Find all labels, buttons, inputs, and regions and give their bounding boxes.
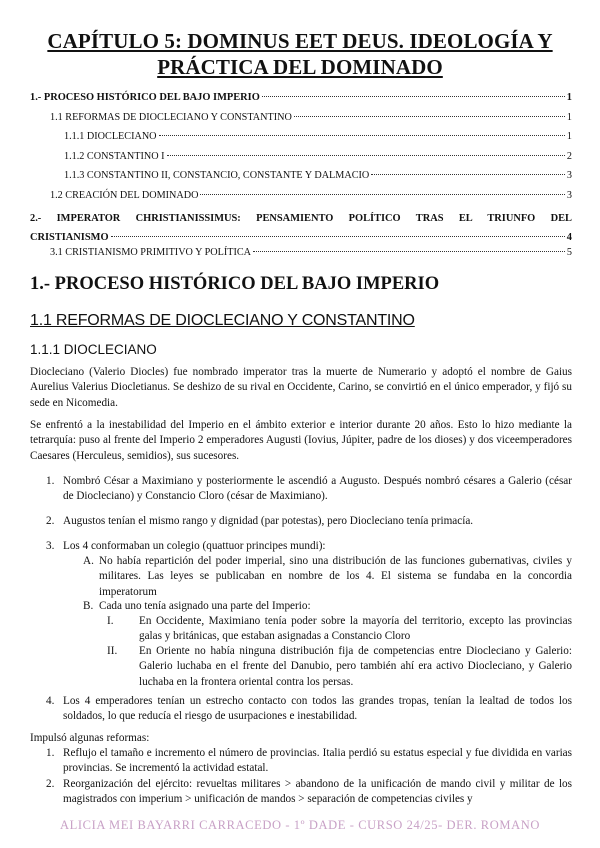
toc-page-number: 3 (566, 170, 572, 181)
toc-entry[interactable] (30, 151, 572, 171)
toc-page-number: 1 (566, 131, 572, 142)
list-letter: B. (83, 600, 94, 612)
chapter-title (20, 28, 580, 80)
toc-entry-text-cont: CRISTIANISMO (30, 232, 109, 243)
list-number: 1. (46, 475, 55, 487)
list-roman: I. (107, 615, 114, 627)
toc-leader (371, 174, 565, 175)
page-footer: ALICIA MEI BAYARRI CARRACEDO - 1º DADE - CURSO 24/25- DER. ROMANO (60, 818, 540, 832)
list-number: 2. (46, 778, 55, 790)
chapter-title-line-2: PRÁCTICA DEL DOMINADO (157, 55, 443, 79)
toc-entry-text: 1.1.1 DIOCLECIANO (64, 131, 157, 142)
toc-leader (294, 116, 565, 117)
list-subitem-text: Cada uno tenía asignado una parte del Imperio: (99, 600, 311, 612)
list-subsubitem-text: En Occidente, Maximiano tenía poder sobre la mayoría del territorio, excepto las provincias galas y británicas, que estaban asignadas a Constancio Cloro (139, 615, 572, 643)
list-subsubitem-text: En Oriente no había ninguna distribución fija de competencias entre Diocleciano y Galerio: Galerio luchaba en el frente del Danubio, pero también ahí era activo Diocleciano, y Galerio luchaba en la frontera oriental contra los persas. (139, 645, 572, 688)
toc-entry-text: 1.- PROCESO HISTÓRICO DEL BAJO IMPERIO (30, 92, 260, 103)
list-item-text: Nombró César a Maximiano y posteriormente le ascendió a Augusto. Después nombró césares a Galerio (césar de Diocleciano) y Constancio Cloro (césar de Maximiano). (63, 475, 572, 503)
list-item-text: Reorganización del ejército: revueltas militares > abandono de la unificación de mando civil y militar de los magistrados con imperium > unificación de mandos > separación de competencias civiles y (63, 778, 572, 806)
list-item-text: Los 4 emperadores tenían un estrecho contacto con todos las grandes tropas, tenían la lealtad de todos los soldados, lo que reducía el riesgo de usurpaciones e inestabilidad. (63, 695, 572, 723)
toc-entry-text: 1.1.2 CONSTANTINO I (64, 150, 165, 162)
toc-page-number: 1 (566, 92, 572, 103)
toc-entry[interactable] (30, 190, 572, 210)
toc-page-number: 4 (566, 232, 572, 243)
toc-page-number: 1 (566, 111, 572, 123)
list-item-text: Augustos tenían el mismo rango y dignidad (par potestas), pero Diocleciano tenía primacía. (63, 515, 474, 527)
subsection-heading: 1.1 REFORMAS DE DIOCLECIANO Y CONSTANTINO (30, 312, 415, 329)
chapter-title-line-1: CAPÍTULO 5: DOMINUS EET DEUS. IDEOLOGÍA Y (47, 29, 553, 53)
list-number: 3. (46, 540, 55, 552)
toc-entry-text: 3.1 CRISTIANISMO PRIMITIVO Y POLÍTICA (50, 247, 252, 258)
list-item-text: Los 4 conformaban un colegio (quattuor principes mundi): (63, 540, 326, 552)
toc-leader (167, 155, 565, 156)
section-heading: 1.- PROCESO HISTÓRICO DEL BAJO IMPERIO (30, 274, 440, 294)
list-item-text: Reflujo el tamaño e incremento el número de provincias. Italia perdió su estatus especial y fue dividida en varias provincias. Se incrementó la actividad estatal. (63, 747, 572, 775)
toc-entry[interactable] (30, 131, 572, 151)
toc-entry[interactable] (30, 170, 572, 190)
toc-leader (159, 135, 565, 136)
toc-leader (200, 194, 564, 195)
paragraph: Se enfrentó a la inestabilidad del Imperio en el ámbito exterior e interior durante 20 años. Esto lo hizo mediante la tetrarquía: puso al frente del Imperio 2 emperadores Augusti (Iovius, Júpiter, padre de los dioses) y dos viceemperadores Caesares (Herculeus, semidios), sus sucesores. (30, 419, 572, 462)
table-of-contents (30, 92, 572, 267)
list-number: 4. (46, 695, 55, 707)
toc-entry-text: 1.1 REFORMAS DE DIOCLECIANO Y CONSTANTINO (50, 111, 292, 123)
toc-page-number: 5 (566, 247, 572, 258)
toc-entry[interactable] (30, 112, 572, 132)
toc-page-number: 2 (566, 150, 572, 162)
paragraph: Diocleciano (Valerio Diocles) fue nombrado imperator tras la muerte de Numerario y adoptó el nombre de Gaius Aurelius Valerius Diocletianus. Se deshizo de su rival en Occidente, Carino, se convirtió en el único emperador, y fijó su sede en Nicomedia. (30, 366, 572, 409)
toc-leader (253, 251, 565, 252)
toc-leader (111, 236, 565, 237)
toc-entry[interactable] (30, 92, 572, 112)
list-roman: II. (107, 645, 118, 657)
list-number: 2. (46, 515, 55, 527)
list-subitem-text: No había repartición del poder imperial, sino una distribución de las funciones gubernativas, civiles y militares. Las leyes se publicaban en nombre de los 4. El sistema se fundaba en la concordia imperatorum (99, 555, 572, 598)
subsubsection-heading: 1.1.1 DIOCLECIANO (30, 342, 157, 357)
toc-entry-text: 1.2 CREACIÓN DEL DOMINADO (50, 189, 199, 201)
paragraph: Impulsó algunas reformas: (30, 732, 150, 744)
toc-entry-text: 2.- IMPERATOR CHRISTIANISSIMUS: PENSAMIENTO POLÍTICO TRAS EL TRIUNFO DEL (30, 213, 572, 224)
toc-entry-text: 1.1.3 CONSTANTINO II, CONSTANCIO, CONSTANTE Y DALMACIO (64, 170, 370, 181)
list-letter: A. (83, 555, 94, 567)
toc-entry[interactable] (30, 209, 572, 247)
toc-entry[interactable] (30, 247, 572, 267)
list-number: 1. (46, 747, 55, 759)
toc-page-number: 3 (566, 189, 572, 201)
toc-leader (262, 96, 565, 97)
